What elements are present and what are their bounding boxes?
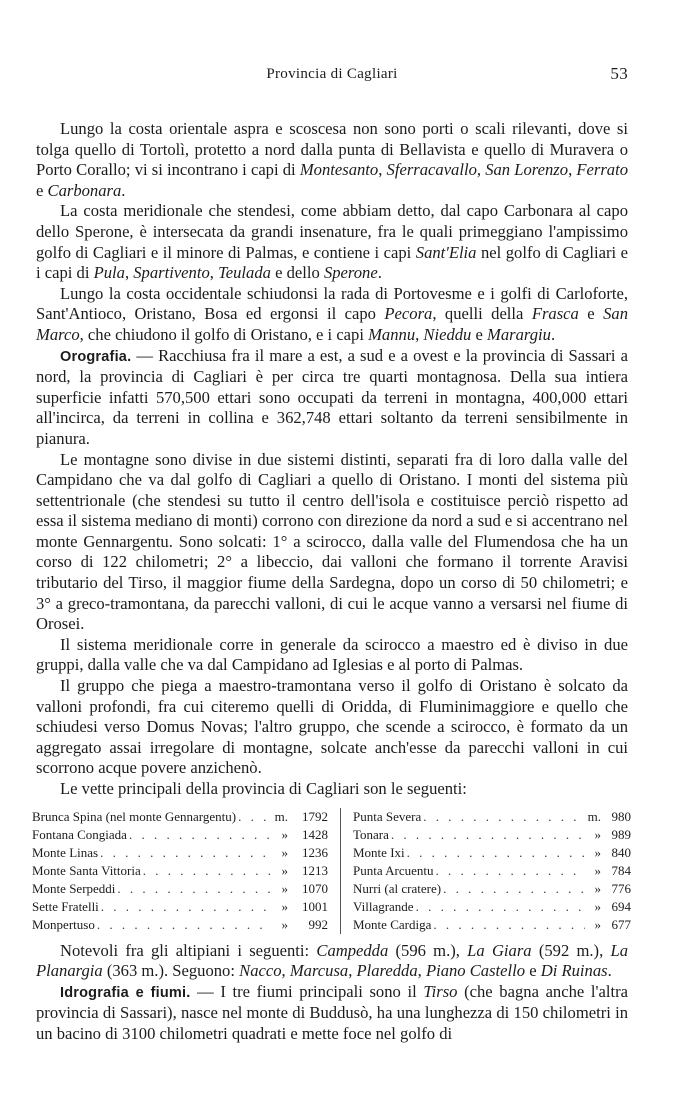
table-row: Villagrande . . . » 694 (353, 898, 631, 916)
plateau-name: Piano Castello (425, 961, 526, 981)
cape-name: Mannu (368, 324, 416, 344)
cape-name: Teulada (218, 263, 271, 283)
peaks-column-right (341, 808, 631, 934)
plateau-name: La Planargia (36, 940, 629, 981)
table-row: Monte Ixi . . . » 840 (353, 844, 631, 862)
table-row: Punta Arcuentu . . . » 784 (353, 862, 631, 880)
page-body (32, 119, 631, 1045)
table-row: Monte Linas . . . » 1236 (32, 844, 328, 862)
cape-name: Nieddu (423, 324, 472, 344)
cape-name: Marargiu (487, 324, 551, 344)
running-title: Provincia di Cagliari (266, 66, 398, 82)
plateau-name: Marcusa (289, 961, 349, 981)
paragraph-plateaus: Notevoli fra gli altipiani i seguenti: Campedda (596 m.), La Giara (592 m.), La Planargia (363 m.). Seguono: Nacco, Marcusa, Plaredda, Piano Castello e Di Ruinas. (36, 940, 629, 981)
table-row: Fontana Congiada . . . » 1428 (32, 826, 328, 844)
cape-name: San Marco (36, 304, 628, 344)
cape-name: Carbonara (47, 180, 122, 200)
paragraph-mountain-systems: Le montagne sono divise in due sistemi distinti, separati fra di loro dalla valle del Campidano che va dal golfo di Cagliari a quello di Oristano. I monti del sistema più settentrionale (che stendesi su tutto il centro dell'isola e costituisce perciò rispetto ad essa il sistema mediano di monti) corrono con direzione da nord a sud e si accentrano nel monte Gennargentu. Sono solcati: 1° a scirocco, dalla valle del Flumendosa che ha un corso di 122 chilometri; 2° a libeccio, dai valloni che formano il torrente Aravisi tributario del Tirso, il maggior fiume della Sardegna, dopo un corso di 50 chilometri; e 3° a greco-tramontana, da parecchi valloni, di cui le acque vanno a versarsi nel fiume di Orosei. (36, 449, 628, 634)
table-row: Monte Santa Vittoria . . . » 1213 (32, 862, 328, 880)
plateau-name: Nacco (239, 961, 282, 981)
running-header (36, 66, 628, 83)
paragraph-southern-system: Il sistema meridionale corre in generale da scirocco a maestro ed è diviso in due gruppi, dalla valle che va dal Campidano ad Iglesias e al porto di Palmas. (36, 634, 628, 675)
page-number: 53 (610, 64, 628, 83)
table-row: Nurri (al cratere) . . . » 776 (353, 880, 631, 898)
cape-name: Frasca (531, 304, 579, 324)
table-row: Punta Severa . . . m. 980 (353, 808, 631, 826)
cape-name: Spartivento (133, 263, 210, 283)
cape-name: Sferracavallo (386, 160, 477, 180)
cape-name: Sperone (323, 263, 378, 283)
table-row: Monte Cardiga . . . » 677 (353, 916, 631, 934)
cape-name: Pula (93, 263, 125, 283)
paragraph-orography: Orografia. — Racchiusa fra il mare a est, a sud e a ovest e la provincia di Sassari a nord, la provincia di Cagliari è per circa tre quarti montagnosa. Della sua intiera superficie infatti 570,500 ettari sono occupati da terreni in montagna, 400,000 ettari all'incirca, da terreni in collina e 362,748 ettari soltanto da terreni sensibilmente in pianura. (36, 345, 628, 448)
table-row: Monte Serpeddi . . . » 1070 (32, 880, 328, 898)
peaks-table (32, 808, 631, 934)
cape-name: Montesanto (299, 160, 379, 180)
table-row: Brunca Spina (nel monte Gennargentu) . . . m. 1792 (32, 808, 328, 826)
river-name: Tirso (423, 981, 458, 1001)
plateau-name: Di Ruinas (540, 961, 608, 981)
cape-name: Ferrato (576, 160, 629, 180)
peaks-column-left (32, 808, 341, 934)
cape-name: Sant'Elia (415, 242, 477, 262)
paragraph-groups: Il gruppo che piega a maestro-tramontana verso il golfo di Oristano è solcato da valloni profondi, fra cui citeremo quelli di Oridda, di Fluminimaggiore e quello che schiudesi verso Domus Novas; l'altro gruppo, che scende a scirocco, è formato da un aggregato assai irregolare di montagne, solcate anch'esse da parecchi valloni in cui scorrono acque povere anzichenò. (36, 676, 628, 778)
paragraph-peaks-intro: Le vette principali della provincia di Cagliari son le seguenti: (60, 779, 467, 798)
paragraph-west-coast: Lungo la costa occidentale schiudonsi la rada di Portovesme e i golfi di Carloforte, Sant'Antioco, Oristano, Bosa ed ergonsi il capo Pecora, quelli della Frasca e San Marco, che chiudono il golfo di Oristano, e i capi Mannu, Nieddu e Marargiu. (36, 283, 628, 344)
cape-name: San Lorenzo (485, 160, 569, 180)
cape-name: Pecora (384, 304, 433, 324)
paragraph-south-coast: La costa meridionale che stendesi, come abbiam detto, dal capo Carbonara al capo dello Sperone, è intersecata da grandi insenature, fra le quali primeggiano l'ampissimo golfo di Cagliari e il minore di Palmas, e contiene i capi Sant'Elia nel golfo di Cagliari e i capi di Pula, Spartivento, Teulada e dello Sperone. (36, 201, 628, 283)
section-heading-orography: Orografia. (60, 348, 132, 365)
plateau-name: Campedda (316, 940, 389, 960)
table-row: Monpertuso . . . » 992 (32, 916, 328, 934)
plateau-name: La Giara (467, 940, 532, 960)
plateau-name: Plaredda (356, 961, 418, 981)
paragraph-hydrography: Idrografia e fiumi. — I tre fiumi principali sono il Tirso (che bagna anche l'altra provincia di Sassari), nasce nel monte di Buddusò, ha una lunghezza di 150 chilometri in un bacino di 3100 chilometri quadrati e mette foce nel golfo di (36, 981, 628, 1043)
table-row: Tonara . . . » 989 (353, 826, 631, 844)
paragraph-east-coast: Lungo la costa orientale aspra e scoscesa non sono porti o scali rilevanti, dove si tolga quello di Tortolì, protetto a nord dalla punta di Bellavista e quello di Muravera o Porto Corallo; vi si incontrano i capi di Montesanto, Sferracavallo, San Lorenzo, Ferrato e Carbonara. (36, 119, 629, 200)
table-row: Sette Fratelli . . . » 1001 (32, 898, 328, 916)
section-heading-hydrography: Idrografia e fiumi. (60, 984, 191, 1001)
